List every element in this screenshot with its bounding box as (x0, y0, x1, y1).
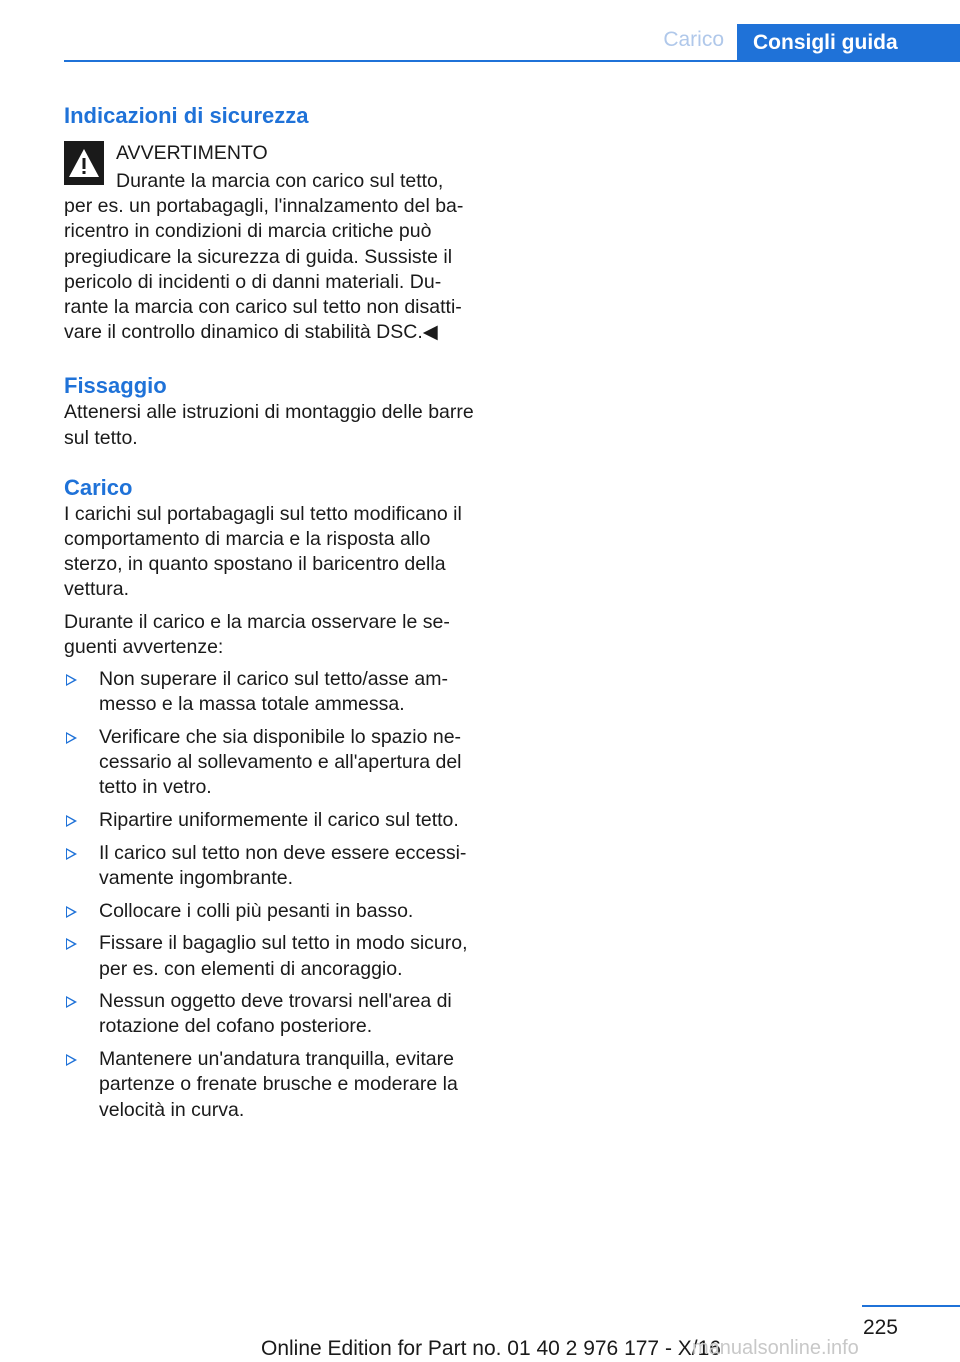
fissaggio-heading: Fissaggio (64, 373, 167, 399)
bullet-triangle-icon (66, 674, 77, 686)
edition-text: Online Edition for Part no. 01 40 2 976 177 - X/16 (261, 1337, 721, 1360)
carico-text-2: Durante il carico e la marcia osservare le se‐guenti avvertenze: (64, 610, 450, 658)
list-item: Verificare che sia disponibile lo spazio ne‐cessario al sollevamento e all'apertura del tetto in vetro. (64, 725, 478, 801)
list-item: Non superare il carico sul tetto/asse am‐messo e la massa totale ammessa. (64, 667, 478, 717)
safety-heading: Indicazioni di sicurezza (64, 103, 309, 128)
carico-heading: Carico (64, 474, 133, 500)
warning-triangle-icon (64, 141, 104, 185)
page-number: 225 (862, 1316, 898, 1339)
watermark: manualsonline.info (692, 1337, 859, 1359)
warning-label: AVVERTIMENTO (116, 142, 268, 164)
list-item: Collocare i colli più pesanti in basso. (64, 899, 478, 924)
bullet-triangle-icon (66, 732, 77, 744)
bullet-triangle-icon (66, 848, 77, 860)
bullet-triangle-icon (66, 996, 77, 1008)
warning-text: per es. un portabagagli, l'innalzamento del ba‐ricentro in condizioni di marcia critiche può pregiudicare la sicurezza di guida. Sussiste il pericolo di incidenti o di danni materiali. Du‐rante la marcia con carico sul tetto non disatti‐vare il controllo dinamico di stabilità DSC.◀ (64, 195, 464, 344)
bullet-triangle-icon (66, 938, 77, 950)
footer-divider (862, 1305, 960, 1307)
carico-text-1: I carichi sul portabagagli sul tetto modificano il comportamento di marcia e la risposta allo sterzo, in quanto spostano il baricentro della vettura. (64, 502, 462, 601)
carico-list (64, 667, 478, 1123)
carico-section (64, 474, 478, 1123)
bullet-triangle-icon (66, 1054, 77, 1066)
list-item: Mantenere un'andatura tranquilla, evitare partenze o frenate brusche e moderare la velocità in curva. (64, 1047, 478, 1123)
bullet-triangle-icon (66, 815, 77, 827)
warning-first-line: Durante la marcia con carico sul tetto, (116, 170, 444, 192)
list-item: Il carico sul tetto non deve essere eccessi‐vamente ingombrante. (64, 841, 478, 891)
header-divider (64, 60, 960, 62)
list-item: Fissare il bagaglio sul tetto in modo sicuro, per es. con elementi di ancoraggio. (64, 931, 478, 981)
fissaggio-text: Attenersi alle istruzioni di montaggio delle barre sul tetto. (64, 401, 474, 449)
list-item: Ripartire uniformemente il carico sul tetto. (64, 808, 478, 833)
warning-block (64, 141, 478, 345)
header-section-label: Carico (663, 28, 724, 51)
fissaggio-section (64, 372, 478, 450)
list-item: Nessun oggetto deve trovarsi nell'area di rotazione del cofano posteriore. (64, 989, 478, 1039)
page-content (64, 102, 478, 1130)
header-chapter-tab: Consigli guida (737, 24, 960, 62)
bullet-triangle-icon (66, 906, 77, 918)
